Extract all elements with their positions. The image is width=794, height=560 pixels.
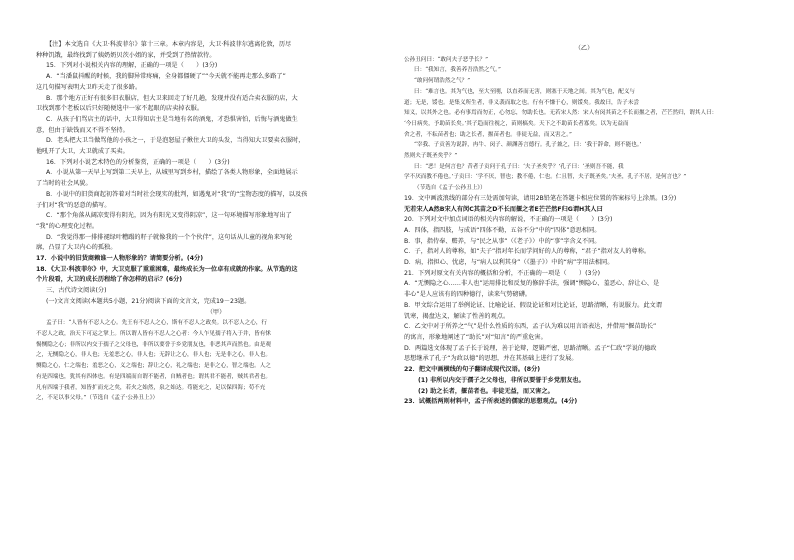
left-text-line: 之，不足以事父母。”（节选自《孟子·公孙丑上》） [36, 395, 159, 402]
right-text-line: 舍之者，不耘苗者也；助之长者，揠苗者也。非徒无益，而又害之。” [404, 131, 572, 138]
right-text-line: 曰：“我知言，我善养吾浩然之气。” [414, 67, 501, 74]
left-text-line: 了当时的社会风貌。 [36, 180, 92, 188]
right-text-line: 23．试概括两则材料中，孟子所表述的儒家的思想观点。(4分) [404, 398, 578, 406]
left-text-line: A．“当潘鼠抖醒的时候，我的脚异常疼痛，全身都僵硬了”“今天就不能再走那么多路了” [46, 73, 286, 81]
left-text-line: 子们对“我”的恶意的描写。 [36, 201, 111, 209]
right-text-line: “宰我、子贡善为说辞，冉牛、闵子、颜渊善言德行。孔子兼之，曰：‘我于辞命，则不能也。’ [414, 142, 642, 149]
right-text-line: 曰：“难言也。其为气也，至大至刚，以直养而无害，则塞于天地之间。其为气也，配义与 [414, 88, 636, 95]
right-text-line: 思想继承了孔子“为政以德”的思想，并在其基础上进行了发展。 [404, 355, 578, 363]
right-text-line: 知义，以其外之也。必有事焉而勿正，心勿忘，勿助长也。无若宋人然：宋人有闵其苗之不长而揠之者，芒芒然归，谓其人曰： [404, 110, 718, 117]
right-text-line: 21．下列对原文有关内容的概括和分析，不正确的一项是（ ）(3分) [404, 269, 601, 277]
right-text-line: 22．把文中画横线的句子翻译成现代汉语。(8分) [404, 366, 541, 374]
right-text-line: D．病，指担心、忧虑，与“病人以利其身”（《墨子》）中的“病”字用法相同。 [404, 259, 614, 267]
right-text-line: B．事，指侍奉、赡养，与“民之从事”（《老子》）中的“事”字含义不同。 [404, 237, 601, 245]
left-text-line: B．那个地方正好有很多旧衣服店，但大卫来回走了好几趟，发现并没有适合卖衣服的店，大 [46, 94, 298, 102]
left-text-line: 孟子曰：“人皆有不忍人之心。先王有不忍人之心，斯有不忍人之政矣。以不忍人之心，行 [46, 320, 268, 327]
left-text-line: B．小说中的旧货商起初答着对当时社会现实的批判，如遇鬼对“我”的“宝物态度的描写，以及孩 [46, 190, 308, 198]
left-text-line: 惕恻隐之心；非所以内交于孺子之父母也，非所以要誉于乡党朋友也，非恶其声而然也。由是观 [36, 341, 271, 348]
right-text-line: 无若宋人A然B宋人有闵C其苗之D不长而揠之者E芒芒然F归G谓H其人曰 [404, 205, 603, 213]
right-text-line: （乙） [574, 45, 594, 52]
right-text-line: C．乙文中对于所养之“气”是什么性质的东西，孟子认为难以用言语表达，并借用“揠苗助长” [404, 323, 657, 331]
right-text-line: C．子，指对人的尊称，如“夫子”指对年长而学问好的人的尊称，“君子”指对友人的尊称。 [404, 248, 651, 256]
right-text-line: 的寓言，形象地阐述了“助长”对“知言”的严重危害。 [404, 333, 547, 341]
right-text-line: A．“无恻隐之心……非人也”运用排比和反复的修辞手法，强调“恻隐心、羞恶心、辞让心、是 [404, 280, 660, 288]
left-text-line: C．从孩子们骂店主的话中，大卫得知店主是当地有名的酒鬼，才恐惧害怕，后悔与酒鬼做生 [46, 115, 298, 123]
right-text-line: 然则夫子既圣矣乎？” [404, 153, 458, 160]
right-text-line: A．四体，指四肢，与成语“四体不勤，五谷不分”中的“四体”意思相同。 [404, 226, 601, 234]
right-text-line: 非心”是人应该有的四种德行，读来气势磅礴。 [404, 291, 531, 299]
right-text-line: 公孙丑问曰：“敢问夫子恶乎长？” [404, 56, 489, 63]
left-text-line: 之，无恻隐之心，非人也；无羞恶之心，非人也；无辞让之心，非人也；无是非之心，非人也。 [36, 352, 271, 359]
right-text-line: D．两篇选文体现了孟子长于说理，善于论辩，逻辑严密，思路清晰。孟子“仁政”学说的德政 [404, 344, 657, 352]
left-text-line: 凡有四端于我者，知皆扩而充之矣，若火之始然，泉之始达。苟能充之，足以保四海；苟不充 [36, 384, 266, 391]
left-text-line: 15．下列对小说相关内容的理解，正确的一项是（ ）(3分) [46, 62, 218, 70]
right-column [404, 44, 764, 408]
left-column [36, 40, 396, 404]
left-text-line: 恻隐之心，仁之端也；羞恶之心，义之端也；辞让之心，礼之端也；是非之心，智之端也。人之 [36, 363, 271, 370]
right-text-line: (2) 助之长者，揠苗者也。非徒无益，而又害之。 [418, 387, 554, 395]
left-text-line: 卫找到那个老板以后只好随便选中一家不起眼的店卖掉衣服。 [36, 105, 204, 113]
right-text-line: “敢问何谓浩然之气？” [414, 78, 471, 85]
left-text-line: 廓，凸显了大卫内心的孤独。 [36, 244, 117, 252]
right-text-line: （节选自《孟子·公孙丑上》） [414, 185, 486, 192]
left-text-line: 不忍人之政，治天下可运之掌上。所以谓人皆有不忍人之心者：今人乍见孺子将入于井，皆有怵 [36, 330, 271, 337]
left-text-line: (一)文言文阅读(本题共5小题，21分)阅读下面的文言文，完成19－23题。 [46, 297, 251, 305]
left-text-line: “我”的心理变化过程。 [36, 222, 99, 230]
right-text-line: ‘今日病矣，予助苗长矣。’其子趋而往视之，苗则槁矣。天下之不助苗长者寡矣。以为无益而 [404, 120, 629, 127]
right-text-line: 学不厌而教不倦也。’子贡曰：‘学不厌，智也；教不倦，仁也。仁且智，夫子既圣矣。’夫圣，孔子不居，是何言也？” [404, 174, 687, 181]
left-text-line: 17．小说中的旧货商赖谁一人物形象的？请简要分析。(4分) [36, 255, 204, 263]
right-text-line: 曰：“恶！是何言也？昔者子贡问于孔子曰：‘夫子圣矣乎？’孔子曰：‘圣则吾不能，我 [414, 163, 624, 170]
left-text-line: C．“那个角落从阔凉变得有阴光，因为有阳光又变得阴凉”，这一句环境描写形象地写出了 [46, 212, 292, 220]
left-text-line: 他吼开了大卫，大卫就成了买卖。 [36, 148, 129, 156]
left-text-line: 个片段看，大卫的成长历程给了你怎样的启示？(6分) [36, 276, 183, 284]
right-text-line: (1) 非所以内交于孺子之父母也，非所以要誉于乡党朋友也。 [418, 376, 585, 384]
left-text-line: 16．下列对小说艺术特色的分析鉴赏，正确的一项是（ ）(3分) [46, 158, 230, 166]
right-text-line: 19．文中画波浪线的部分有三处需加句读，请用2B铅笔在答题卡相应位置的答案标号上涂黑。(3分) [404, 194, 677, 202]
left-text-line: D．“我觉得那一排排褪绿叶糟蹋的籽子就像我的一个个伙伴”，这句话从儿童的视角来写轮 [46, 233, 293, 241]
left-text-line: 【注】本文选自《大卫·科波菲尔》第十三章。本章内容是，大卫·科波菲尔逃离伦敦，历尽 [46, 41, 292, 48]
left-text-line: D．老头把大卫当做骂他的小孩之一，于是泡怒屋子揪住大卫的头发，当得知大卫要卖衣服时， [46, 137, 305, 145]
right-text-line: 道；无是，馁也。是集义所生者，非义袭而取之也。行有不慊于心，则馁矣。我故曰，告子未尝 [404, 99, 639, 106]
right-text-line: 饥寒，揭盘达义，解读了性善的观点。 [404, 312, 510, 320]
left-text-line: 18．《大卫·科波菲尔》中，大卫克服了重重困难，最终成长为一位卓有成就的作家。从节选的这 [36, 265, 298, 273]
left-text-line: （甲） [206, 308, 226, 316]
left-text-line: 种种饥饿，最终找到了姨奶奶贝茨小姐的家，并受到了热情款待。 [36, 51, 216, 59]
left-text-line: 三、古代诗文阅读(分) [46, 287, 107, 295]
left-text-line: A．小说从第一天早上写到第二天早上，从城里写到乡村，描绘了各类人物形象，全面地展示 [46, 169, 298, 177]
right-text-line: 20．下列对文中加点词语的相关内容的解说，不正确的一项是（ ）(3分) [404, 216, 613, 224]
left-text-line: 意，但由于缺钱而又不得不坚持。 [36, 126, 129, 134]
left-text-line: 这几句描写表明大卫昨天走了很多路。 [36, 83, 142, 91]
left-text-line: 有是四端也，犹其有四体也。有是四端而自谓不能者，自贼者也；谓其君不能者，贼其君者也。 [36, 373, 271, 380]
right-text-line: B．甲文综合运用了举例论证、比喻论证、假设论证和对比论证，思路清晰，有说服力。此文谓 [404, 301, 662, 309]
